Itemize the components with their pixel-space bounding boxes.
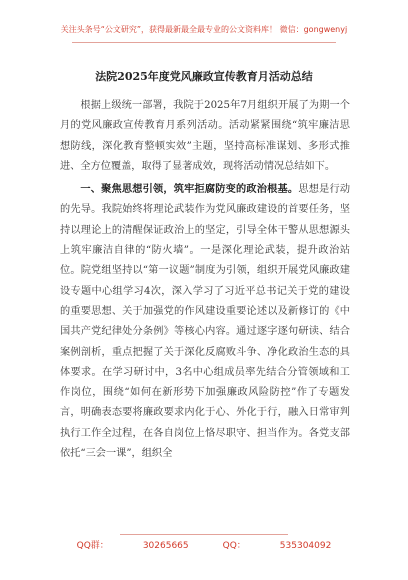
footer-contact [0, 538, 408, 551]
paragraph-section-one [60, 179, 350, 464]
paragraph-text: 思想是行动的先导。我院始终将理论武装作为党风廉政建设的首要任务，坚持以理论上的清醒保证政治上的坚定，引导全体干警从思想源头上筑牢廉洁自律的“防火墙”。一是深化理论武装，提升政治站位。院党组坚持以“第一议题”制度为引领，组织开展党风廉政建设专题中心组学习4次，深入学习了习近平总书记关于党的建设的重要思想、关于加强党的作风建设重要论述以及新修订的《中国共产党纪律处分条例》等核心内容。通过逐字逐句研读、结合案例剖析，重点把握了关于深化反腐败斗争、净化政治生态的具体要求。在学习研讨中，3名中心组成员率先结合分管领域和工作岗位，围绕“如何在新形势下加强廉政风险防控”作了专题发言，明确表态要将廉政要求内化于心、外化于行，融入日常审判执行工作全过程，在各自岗位上恪尽职守、担当作为。各党支部依托“三会一课”，组织全 [60, 184, 351, 460]
paragraph-intro [60, 95, 350, 177]
qq-group [77, 541, 189, 551]
header-banner: 关注头条号“公文研究”，获得最新最全最专业的公文资料库！ 微信：gongwenyj [60, 25, 348, 34]
qq-label: QQ： [222, 541, 246, 551]
section-heading: 一、聚焦思想引领，筑牢拒腐防变的政治根基。 [80, 183, 299, 196]
document-body [60, 95, 350, 464]
document-title: 法院2025年度党风廉政宣传教育月活动总结 [95, 70, 313, 83]
qq-contact [223, 541, 332, 551]
paragraph-text: 根据上级统一部署，我院于2025年7月组织开展了为期一个月的党风廉政宣传教育月系列活动。活动紧紧围绕“筑牢廉洁思想防线，深化教育整顿实效”主题，坚持高标准谋划、多形式推进、全方位覆盖，取得了显著成效，现将活动情况总结如下。 [60, 100, 350, 172]
qq-number: 535304092 [279, 541, 332, 551]
header-divider [72, 42, 336, 43]
qq-group-label: QQ群： [76, 541, 109, 551]
footer-divider [120, 534, 288, 535]
qq-group-number: 30265665 [142, 541, 189, 551]
